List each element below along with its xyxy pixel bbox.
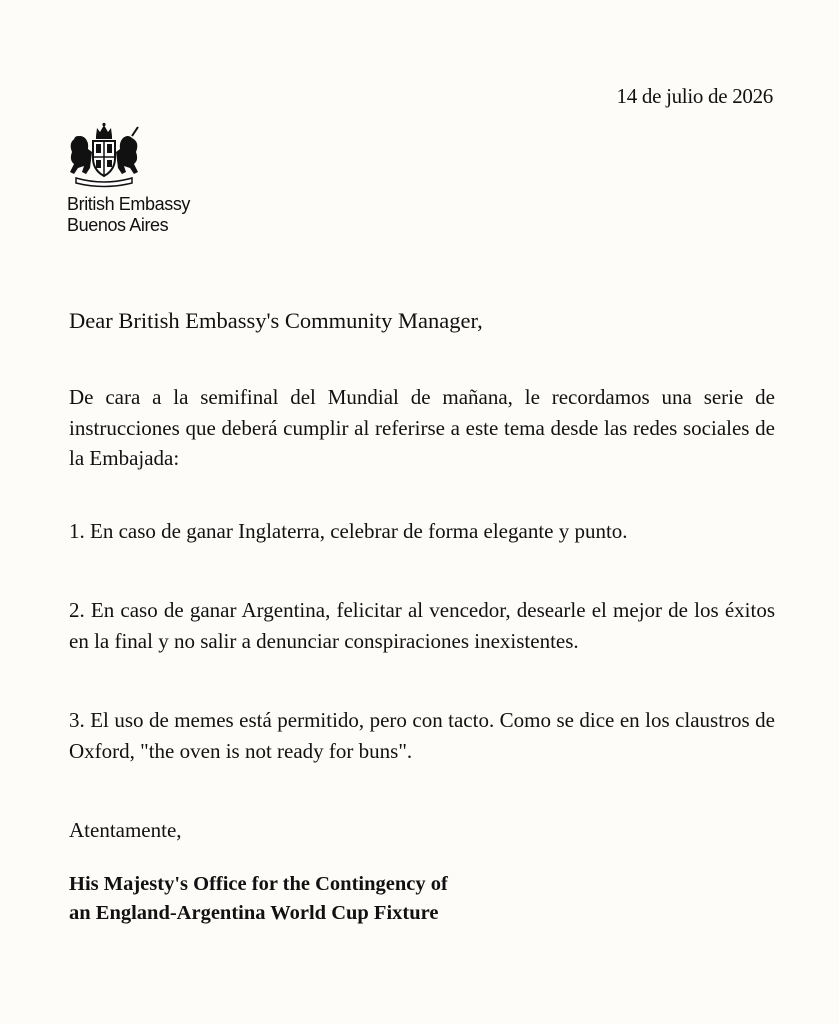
royal-coat-of-arms-icon (66, 122, 142, 188)
signature-block (69, 870, 448, 927)
organization-block (67, 194, 190, 236)
organization-line-2: Buenos Aires (67, 215, 169, 235)
instruction-item-2: 2. En caso de ganar Argentina, felicitar al vencedor, desearle el mejor de los éxitos en la final y no salir a denunciar conspiraciones inexistentes. (69, 598, 775, 653)
signature-line-2: an England-Argentina World Cup Fixture (69, 901, 439, 924)
closing: Atentamente, (69, 818, 182, 842)
instruction-item-3: 3. El uso de memes está permitido, pero con tacto. Como se dice en los claustros de Oxford, "the oven is not ready for buns". (69, 708, 775, 763)
instruction-item-1: 1. En caso de ganar Inglaterra, celebrar de forma elegante y punto. (69, 519, 628, 543)
letter-date: 14 de julio de 2026 (616, 84, 773, 108)
salutation: Dear British Embassy's Community Manager, (69, 308, 483, 333)
intro-paragraph: De cara a la semifinal del Mundial de mañana, le recordamos una serie de instrucciones que deberá cumplir al referirse a este tema desde las redes sociales de la Embajada: (69, 385, 775, 470)
organization-line-1: British Embassy (67, 194, 191, 214)
signature-line-1: His Majesty's Office for the Contingency of (69, 873, 448, 895)
